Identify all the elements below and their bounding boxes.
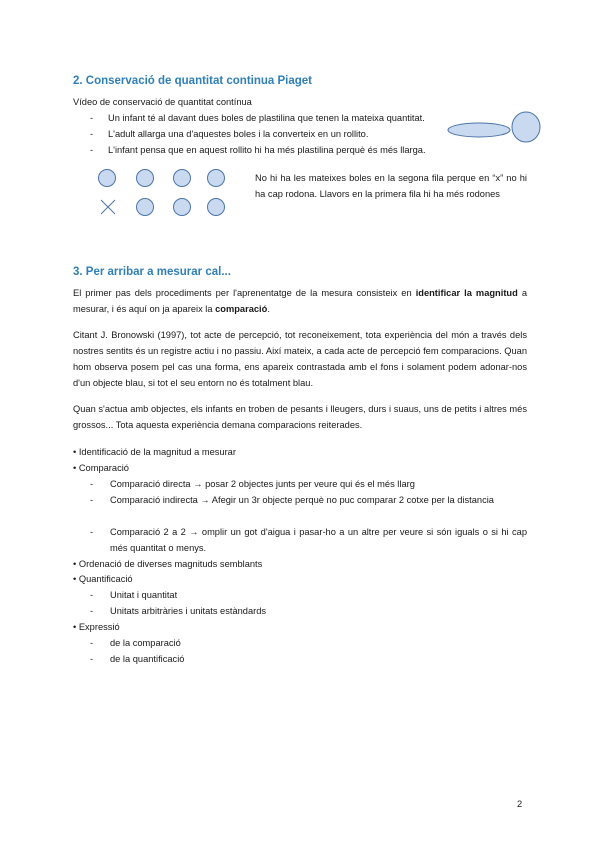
circle-row1 <box>99 170 116 187</box>
circle-row1 <box>208 170 225 187</box>
paragraph-2: Citant J. Bronowski (1997), tot acte de percepció, tot reconeixement, tota experiència del món a través dels nostres sentits és un registre actiu i no passiu. Així mateix, a cada acte de percepció fem comparacions. Quan hom observa posem pel cas una forma, ens apareix contrastada amb el fons i solament podem adonar-nos d'un objecte blau, si tot el seu entorn no és totalment blau. <box>73 330 527 388</box>
circle-row2 <box>208 199 225 216</box>
list-item-text: Un infant té al davant dues boles de plastilina que tenen la mateixa quantitat. <box>108 113 425 123</box>
para1-text-e: . <box>267 304 270 314</box>
circle-row2 <box>137 199 154 216</box>
video-line: Vídeo de conservació de quantitat contínua <box>73 97 252 107</box>
dash-marker: - <box>90 638 94 648</box>
para1-bold-magnitud: identificar la magnitud <box>415 288 518 298</box>
bullet-item: • Expressió <box>73 622 120 632</box>
ball-shape <box>512 112 540 142</box>
rollito-shape <box>448 123 510 137</box>
para1-text-c: a mesurar, i és aquí on ja apareix la <box>73 288 527 314</box>
para1-bold-comparacio: comparació <box>215 304 268 314</box>
dash-marker: - <box>90 145 94 155</box>
dash-marker: - <box>90 129 94 139</box>
para1-text-a: El primer pas dels procediments per l'aprenentatge de la mesura consisteix en <box>73 288 416 298</box>
bullet-item: • Quantificació <box>73 574 133 584</box>
bullet-item: • Ordenació de diverses magnituds semblants <box>73 559 263 569</box>
circle-row2 <box>174 199 191 216</box>
circles-figure <box>98 166 228 220</box>
plasticine-illustration <box>448 112 548 148</box>
list-item-text: L'infant pensa que en aquest rollito hi ha més plastilina perquè és més llarga. <box>108 145 426 155</box>
dash-marker: - <box>90 527 94 537</box>
dash-marker: - <box>90 590 94 600</box>
list-item-text: Comparació indirecta → Afegir un 3r objecte perquè no puc comparar 2 cotxe per la distancia <box>110 495 494 505</box>
page-number: 2 <box>517 799 523 809</box>
bullet-item: • Identificació de la magnitud a mesurar <box>73 447 236 457</box>
paragraph-1 <box>73 285 527 317</box>
x-note: No hi ha les mateixes boles en la segona fila perque en “x” no hi ha cap rodona. Llavors en la primera fila hi ha més rodones <box>255 173 527 199</box>
list-item-text: Comparació directa → posar 2 objectes junts per veure qui és el més llarg <box>110 479 415 489</box>
circle-row1 <box>137 170 154 187</box>
dash-marker: - <box>90 606 94 616</box>
bullet-item: • Comparació <box>73 463 129 473</box>
dash-marker: - <box>90 654 94 664</box>
circle-row1 <box>174 170 191 187</box>
list-item-text: L'adult allarga una d'aquestes boles i la converteix en un rollito. <box>108 129 369 139</box>
list-item-text: de la comparació <box>110 638 181 648</box>
dash-marker: - <box>90 113 94 123</box>
dash-marker: - <box>90 479 94 489</box>
x-mark-icon <box>101 200 115 214</box>
list-item-text: Unitats arbitràries i unitats estàndards <box>110 606 267 616</box>
section-3-title: 3. Per arribar a mesurar cal... <box>73 266 231 278</box>
section-2-title: 2. Conservació de quantitat continua Piaget <box>73 75 312 87</box>
list-item-text: Comparació 2 a 2 → omplir un got d'aigua i pasar-ho a un altre per veure si són iguals o si hi cap més quantitat o menys. <box>110 527 527 553</box>
dash-marker: - <box>90 495 94 505</box>
list-item-text: Unitat i quantitat <box>110 590 178 600</box>
list-item-text: de la quantificació <box>110 654 185 664</box>
paragraph-3: Quan s'actua amb objectes, els infants en troben de pesants i lleugers, durs i suaus, uns de petits i altres més grossos... Tota aquesta experiència demana comparacions reiterades. <box>73 404 527 430</box>
